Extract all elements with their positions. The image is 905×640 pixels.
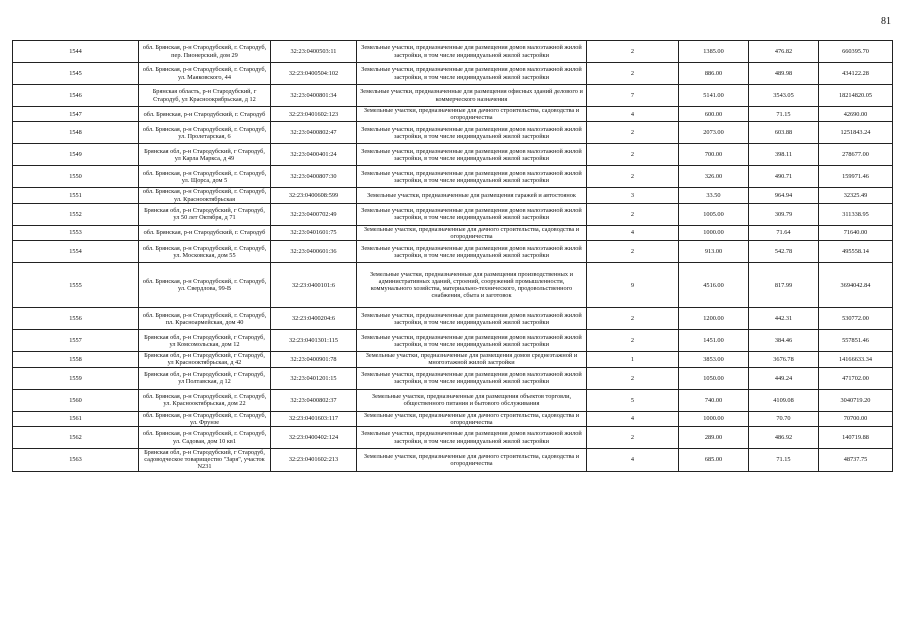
land-use-cell: Земельные участки, предназначенные для размещения производственных и административных зданий, строений, сооружений промышленности, коммунального хозяйства, материально-технического, продовольственного снабжения, сбыта и заготовок [357, 263, 587, 308]
area-cell: 1200.00 [679, 308, 749, 330]
table-row [13, 330, 893, 352]
area-cell: 5141.00 [679, 85, 749, 107]
table-row [13, 449, 893, 472]
land-use-cell: Земельные участки, предназначенные для размещения домов малоэтажной жилой застройки, в том числе индивидуальной жилой застройки [357, 41, 587, 63]
group-cell: 2 [587, 63, 679, 85]
address-cell: Брянская обл, р-н Стародубский, г Стародуб, ул Краснооктябрьская, д 42 [139, 352, 271, 367]
area-cell: 740.00 [679, 389, 749, 411]
land-use-cell: Земельные участки, предназначенные для размещения домов малоэтажной жилой застройки, в том числе индивидуальной жилой застройки [357, 308, 587, 330]
group-cell: 2 [587, 241, 679, 263]
group-cell: 2 [587, 330, 679, 352]
unit-value-cell: 449.24 [749, 367, 819, 389]
cadastral-value-cell: 159971.46 [819, 166, 893, 188]
group-cell: 5 [587, 389, 679, 411]
cadastral-value-cell: 3040719.20 [819, 389, 893, 411]
unit-value-cell: 384.46 [749, 330, 819, 352]
cadastral-value-cell: 140719.88 [819, 427, 893, 449]
area-cell: 886.00 [679, 63, 749, 85]
cadastral-number-cell: 32:23:0400608:599 [271, 188, 357, 203]
cadastral-value-cell: 311338.95 [819, 203, 893, 225]
area-cell: 1385.00 [679, 41, 749, 63]
table-row [13, 85, 893, 107]
address-cell: Брянская обл, р-н Стародубский, г Стародуб, ул 50 лет Октября, д 71 [139, 203, 271, 225]
cadastral-value-cell: 14166633.34 [819, 352, 893, 367]
area-cell: 1451.00 [679, 330, 749, 352]
cadastral-value-cell: 3694042.84 [819, 263, 893, 308]
group-cell: 2 [587, 144, 679, 166]
address-cell: обл. Брянская, р-н Стародубский, г. Стародуб, пл. Красноармейская, дом 40 [139, 308, 271, 330]
row-number-cell: 1558 [13, 352, 139, 367]
row-number-cell: 1545 [13, 63, 139, 85]
table-row [13, 107, 893, 122]
row-number-cell: 1559 [13, 367, 139, 389]
area-cell: 3853.00 [679, 352, 749, 367]
address-cell: Брянская обл, р-н Стародубский, г Стародуб, садоводческое товарищество "Заря", участок N231 [139, 449, 271, 472]
cadastral-number-cell: 32:23:0401601:75 [271, 225, 357, 240]
land-use-cell: Земельные участки, предназначенные для размещения домов малоэтажной жилой застройки, в том числе индивидуальной жилой застройки [357, 203, 587, 225]
unit-value-cell: 70.70 [749, 411, 819, 426]
table-row [13, 166, 893, 188]
cadastral-value-cell: 42690.00 [819, 107, 893, 122]
unit-value-cell: 3676.78 [749, 352, 819, 367]
cadastral-number-cell: 32:23:0400204:6 [271, 308, 357, 330]
area-cell: 2073.00 [679, 122, 749, 144]
address-cell: Брянская обл, р-н Стародубский, г Стародуб, ул Комсомольская, дом 12 [139, 330, 271, 352]
group-cell: 2 [587, 308, 679, 330]
cadastral-value-cell: 32325.49 [819, 188, 893, 203]
row-number-cell: 1563 [13, 449, 139, 472]
row-number-cell: 1557 [13, 330, 139, 352]
row-number-cell: 1553 [13, 225, 139, 240]
cadastral-number-cell: 32:23:0401301:115 [271, 330, 357, 352]
address-cell: обл. Брянская, р-н Стародубский, г. Стародуб, ул. Краснооктябрьская, дом 22 [139, 389, 271, 411]
group-cell: 7 [587, 85, 679, 107]
cadastral-number-cell: 32:23:0400504:102 [271, 63, 357, 85]
cadastral-value-cell: 434122.28 [819, 63, 893, 85]
table-row [13, 411, 893, 426]
address-cell: обл. Брянская, р-н Стародубский, г. Стародуб, ул. Пролетарская, 6 [139, 122, 271, 144]
unit-value-cell: 71.15 [749, 449, 819, 472]
cadastral-number-cell: 32:23:0401602:213 [271, 449, 357, 472]
cadastral-number-cell: 32:23:0401201:15 [271, 367, 357, 389]
cadastral-number-cell: 32:23:0400807:30 [271, 166, 357, 188]
area-cell: 1000.00 [679, 225, 749, 240]
row-number-cell: 1548 [13, 122, 139, 144]
row-number-cell: 1550 [13, 166, 139, 188]
row-number-cell: 1556 [13, 308, 139, 330]
table-row [13, 63, 893, 85]
land-use-cell: Земельные участки, предназначенные для размещения домов малоэтажной жилой застройки, в том числе индивидуальной жилой застройки [357, 330, 587, 352]
table-row [13, 367, 893, 389]
group-cell: 4 [587, 107, 679, 122]
address-cell: Брянская обл, р-н Стародубский, г Стародуб, ул Карла Маркса, д 49 [139, 144, 271, 166]
table-row [13, 241, 893, 263]
row-number-cell: 1549 [13, 144, 139, 166]
cadastral-value-cell: 1251843.24 [819, 122, 893, 144]
table-row [13, 122, 893, 144]
cadastral-number-cell: 32:23:0400702:49 [271, 203, 357, 225]
unit-value-cell: 309.79 [749, 203, 819, 225]
land-use-cell: Земельные участки, предназначенные для размещения домов малоэтажной жилой застройки, в том числе индивидуальной жилой застройки [357, 367, 587, 389]
cadastral-number-cell: 32:23:0400801:34 [271, 85, 357, 107]
address-cell: обл. Брянская, р-н Стародубский, г. Стародуб, ул. Краснооктябрьская [139, 188, 271, 203]
cadastral-number-cell: 32:23:0400901:78 [271, 352, 357, 367]
area-cell: 1000.00 [679, 411, 749, 426]
group-cell: 2 [587, 367, 679, 389]
cadastral-number-cell: 32:23:0400401:24 [271, 144, 357, 166]
group-cell: 4 [587, 411, 679, 426]
row-number-cell: 1546 [13, 85, 139, 107]
unit-value-cell: 3543.05 [749, 85, 819, 107]
land-use-cell: Земельные участки, предназначенные для дачного строительства, садоводства и огородничества [357, 107, 587, 122]
page-number: 81 [881, 16, 891, 27]
address-cell: обл. Брянская, р-н Стародубский, г. Стародуб [139, 107, 271, 122]
unit-value-cell: 71.64 [749, 225, 819, 240]
cadastral-value-cell: 557851.46 [819, 330, 893, 352]
group-cell: 2 [587, 427, 679, 449]
unit-value-cell: 542.78 [749, 241, 819, 263]
table-row [13, 263, 893, 308]
group-cell: 2 [587, 166, 679, 188]
cadastral-value-cell: 48737.75 [819, 449, 893, 472]
cadastral-number-cell: 32:23:0400503:11 [271, 41, 357, 63]
address-cell: обл. Брянская, р-н Стародубский, г. Стародуб, ул. Щорса, дом 5 [139, 166, 271, 188]
table-row [13, 389, 893, 411]
area-cell: 326.00 [679, 166, 749, 188]
land-use-cell: Земельные участки, предназначенные для дачного строительства, садоводства и огородничества [357, 225, 587, 240]
cadastral-value-cell: 660395.70 [819, 41, 893, 63]
group-cell: 3 [587, 188, 679, 203]
area-cell: 600.00 [679, 107, 749, 122]
land-use-cell: Земельные участки, предназначенные для размещения гаражей и автостоянок [357, 188, 587, 203]
unit-value-cell: 71.15 [749, 107, 819, 122]
address-cell: обл. Брянская, р-н Стародубский, г. Стародуб [139, 225, 271, 240]
cadastral-number-cell: 32:23:0401603:117 [271, 411, 357, 426]
address-cell: обл. Брянская, р-н Стародубский, г. Стародуб, ул. Фрунзе [139, 411, 271, 426]
cadastral-number-cell: 32:23:0401602:123 [271, 107, 357, 122]
row-number-cell: 1552 [13, 203, 139, 225]
land-use-cell: Земельные участки, предназначенные для дачного строительства, садоводства и огородничества [357, 411, 587, 426]
area-cell: 685.00 [679, 449, 749, 472]
row-number-cell: 1561 [13, 411, 139, 426]
unit-value-cell: 489.98 [749, 63, 819, 85]
cadastral-value-cell: 18214820.05 [819, 85, 893, 107]
address-cell: Брянская область, р-н Стародубский, г Стародуб, ул Красноокрябрьская, д 12 [139, 85, 271, 107]
unit-value-cell: 4109.08 [749, 389, 819, 411]
group-cell: 2 [587, 41, 679, 63]
address-cell: обл. Брянская, р-н Стародубский, г. Стародуб, ул. Московская, дом 55 [139, 241, 271, 263]
address-cell: обл. Брянская, р-н Стародубский, г. Стародуб, пер. Пионерский, дом 29 [139, 41, 271, 63]
table-row [13, 427, 893, 449]
area-cell: 700.00 [679, 144, 749, 166]
address-cell: обл. Брянская, р-н Стародубский, г. Стародуб, ул. Свердлова, 99-В [139, 263, 271, 308]
group-cell: 2 [587, 122, 679, 144]
area-cell: 33.50 [679, 188, 749, 203]
land-registry-table [12, 40, 893, 472]
unit-value-cell: 442.31 [749, 308, 819, 330]
cadastral-number-cell: 32:23:0400402:124 [271, 427, 357, 449]
row-number-cell: 1554 [13, 241, 139, 263]
land-use-cell: Земельные участки, предназначенные для размещения домов малоэтажной жилой застройки, в том числе индивидуальной жилой застройки [357, 122, 587, 144]
table-row [13, 41, 893, 63]
cadastral-value-cell: 278677.00 [819, 144, 893, 166]
table-row [13, 203, 893, 225]
cadastral-value-cell: 471702.00 [819, 367, 893, 389]
cadastral-value-cell: 71640.00 [819, 225, 893, 240]
group-cell: 9 [587, 263, 679, 308]
cadastral-value-cell: 70700.00 [819, 411, 893, 426]
table-row [13, 188, 893, 203]
unit-value-cell: 476.82 [749, 41, 819, 63]
group-cell: 4 [587, 225, 679, 240]
cadastral-number-cell: 32:23:0400601:36 [271, 241, 357, 263]
address-cell: Брянская обл, р-н Стародубский, г Стародуб, ул Полтавская, д 12 [139, 367, 271, 389]
cadastral-value-cell: 530772.00 [819, 308, 893, 330]
land-use-cell: Земельные участки, предназначенные для размещения домов малоэтажной жилой застройки, в том числе индивидуальной жилой застройки [357, 241, 587, 263]
unit-value-cell: 490.71 [749, 166, 819, 188]
group-cell: 2 [587, 203, 679, 225]
area-cell: 1005.00 [679, 203, 749, 225]
area-cell: 913.00 [679, 241, 749, 263]
row-number-cell: 1562 [13, 427, 139, 449]
land-use-cell: Земельные участки, предназначенные для размещения домов малоэтажной жилой застройки, в том числе индивидуальной жилой застройки [357, 63, 587, 85]
table-row [13, 225, 893, 240]
area-cell: 1050.00 [679, 367, 749, 389]
group-cell: 4 [587, 449, 679, 472]
land-use-cell: Земельные участки, предназначенные для размещения домов малоэтажной жилой застройки, в том числе индивидуальной жилой застройки [357, 427, 587, 449]
unit-value-cell: 817.99 [749, 263, 819, 308]
row-number-cell: 1551 [13, 188, 139, 203]
row-number-cell: 1555 [13, 263, 139, 308]
land-use-cell: Земельные участки, предназначенные для размещения домов малоэтажной жилой застройки, в том числе индивидуальной жилой застройки [357, 166, 587, 188]
cadastral-number-cell: 32:23:0400802:47 [271, 122, 357, 144]
area-cell: 4516.00 [679, 263, 749, 308]
area-cell: 289.00 [679, 427, 749, 449]
land-use-cell: Земельные участки, предназначенные для размещения объектов торговли, общественного питания и бытового обслуживания [357, 389, 587, 411]
cadastral-number-cell: 32:23:0400101:6 [271, 263, 357, 308]
group-cell: 1 [587, 352, 679, 367]
table-row [13, 308, 893, 330]
table-row [13, 144, 893, 166]
row-number-cell: 1547 [13, 107, 139, 122]
address-cell: обл. Брянская, р-н Стародубский, г. Стародуб, ул. Маяковского, 44 [139, 63, 271, 85]
table-body [13, 41, 893, 472]
land-use-cell: Земельные участки, предназначенные для размещения домов малоэтажной жилой застройки, в том числе индивидуальной жилой застройки [357, 144, 587, 166]
address-cell: обл. Брянская, р-н Стародубский, г. Стародуб, ул. Садовая, дом 10 кв1 [139, 427, 271, 449]
unit-value-cell: 964.94 [749, 188, 819, 203]
land-use-cell: Земельные участки, предназначенные для дачного строительства, садоводства и огородничества [357, 449, 587, 472]
unit-value-cell: 603.88 [749, 122, 819, 144]
unit-value-cell: 486.92 [749, 427, 819, 449]
row-number-cell: 1560 [13, 389, 139, 411]
cadastral-value-cell: 495558.14 [819, 241, 893, 263]
row-number-cell: 1544 [13, 41, 139, 63]
unit-value-cell: 398.11 [749, 144, 819, 166]
cadastral-number-cell: 32:23:0400802:37 [271, 389, 357, 411]
table-row [13, 352, 893, 367]
land-use-cell: Земельные участки, предназначенные для размещения домов среднеэтажной и многоэтажной жилой застройки [357, 352, 587, 367]
land-use-cell: Земельные участки, предназначенные для размещения офисных зданий делового и коммерческого назначения [357, 85, 587, 107]
